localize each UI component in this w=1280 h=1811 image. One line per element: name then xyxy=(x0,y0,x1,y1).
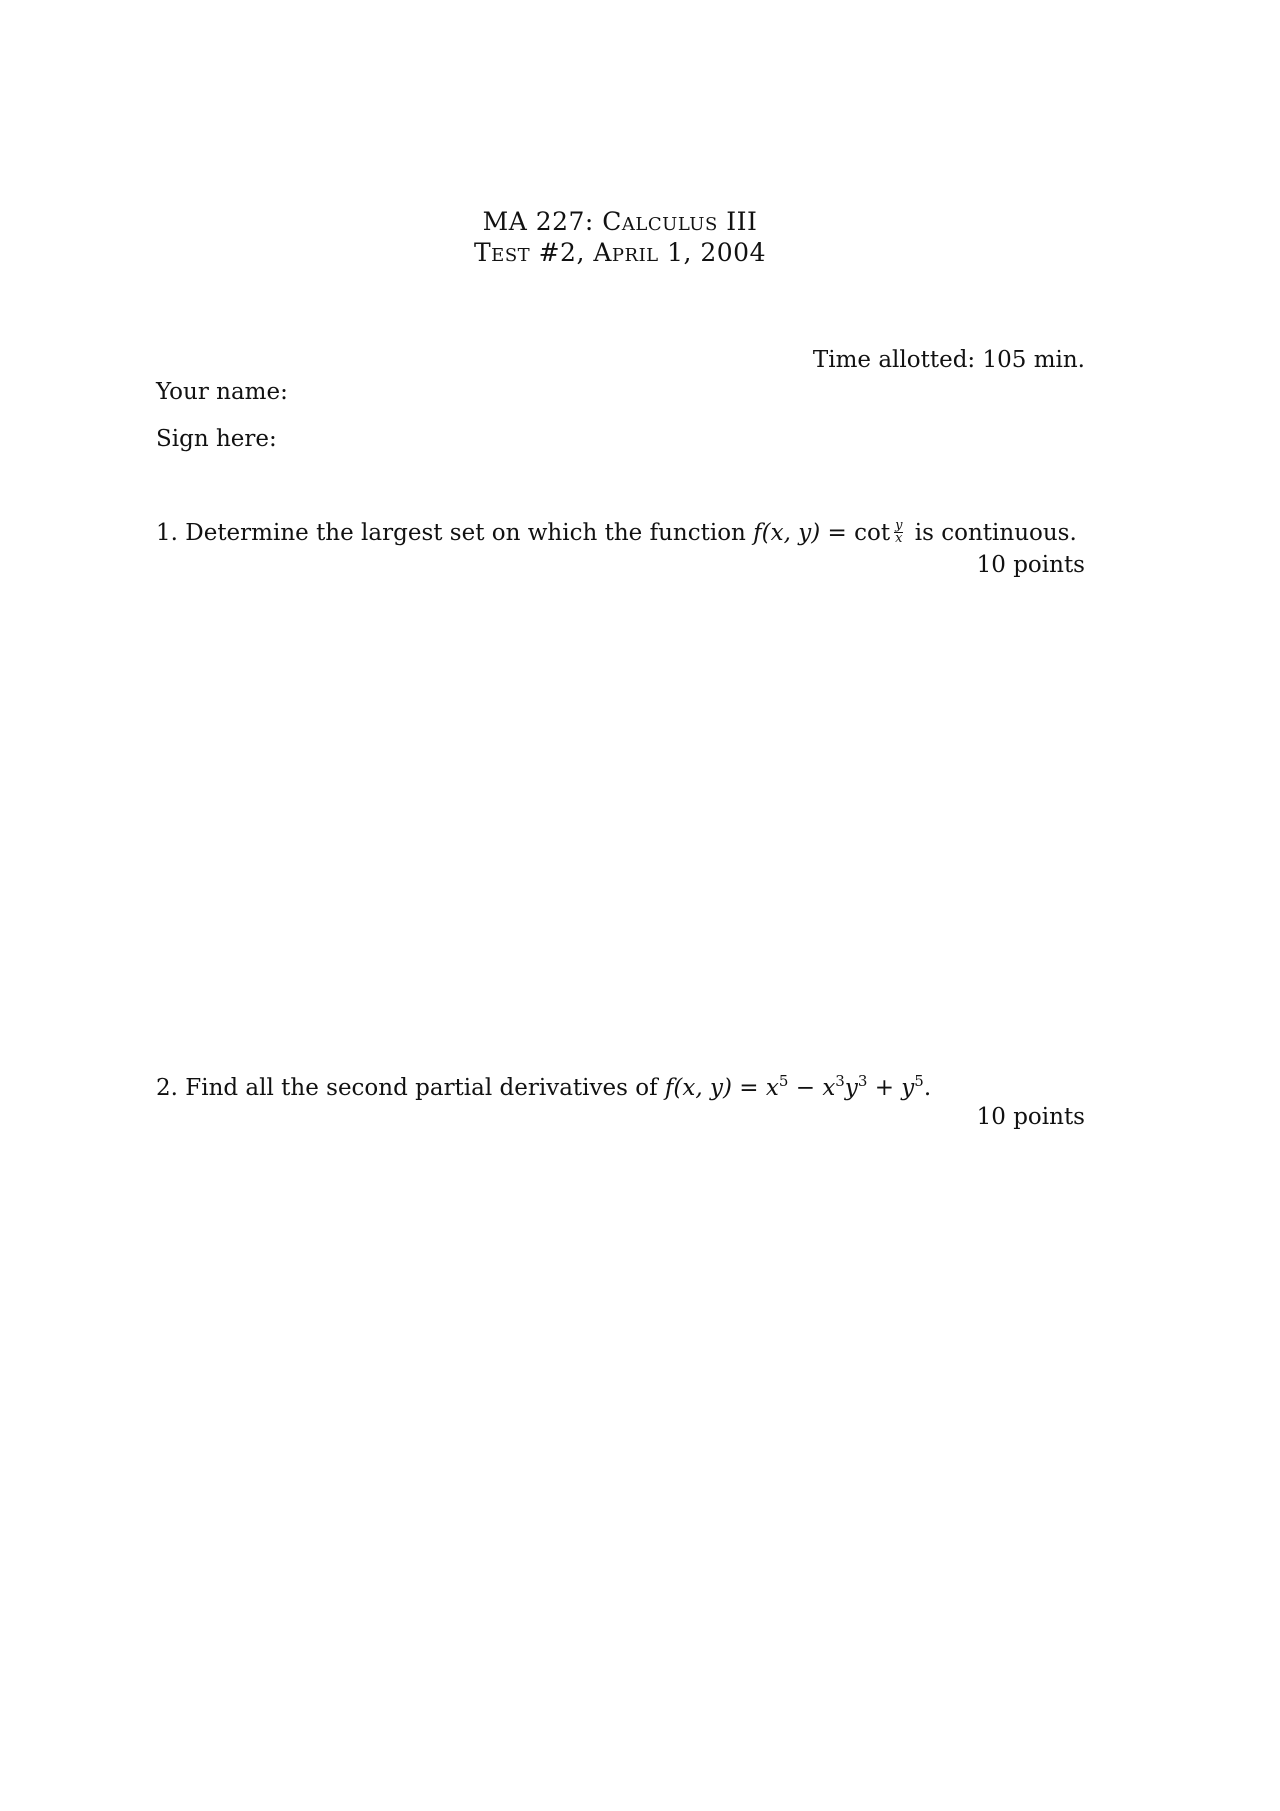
time-allotted: Time allotted: 105 min. xyxy=(812,347,1085,373)
problem-2-exp1: 5 xyxy=(778,1072,789,1090)
problem-2-formula-lhs: f(x, y) xyxy=(664,1075,732,1101)
problem-2-term2b: y xyxy=(844,1075,858,1101)
problem-1-text-after: is continuous. xyxy=(914,520,1077,546)
problem-1-formula-lhs: f(x, y) xyxy=(753,520,821,546)
problem-2-points: 10 points xyxy=(976,1104,1085,1130)
name-label: Your name: xyxy=(156,379,288,405)
problem-1-fraction xyxy=(894,517,903,546)
problem-1-text-before: Determine the largest set on which the function xyxy=(185,520,746,546)
problem-2-equals: = xyxy=(739,1075,759,1101)
problem-2 xyxy=(156,1074,931,1102)
header-title-line1: MA 227: Calculus III xyxy=(482,207,758,236)
fraction-denominator: x xyxy=(895,530,903,546)
problem-2-exp2a: 3 xyxy=(835,1072,845,1090)
problem-2-plus: + xyxy=(874,1075,894,1101)
problem-2-term1: x xyxy=(765,1075,779,1101)
problem-1-func: cot xyxy=(854,520,891,546)
problem-1-number: 1. xyxy=(156,520,178,546)
problem-2-term3: y xyxy=(901,1075,915,1101)
sign-label: Sign here: xyxy=(156,426,277,452)
problem-2-term2a: x xyxy=(822,1075,836,1101)
problem-1-points: 10 points xyxy=(976,552,1085,578)
problem-1-equals: = xyxy=(827,520,847,546)
problem-2-number: 2. xyxy=(156,1075,178,1101)
problem-2-exp2b: 3 xyxy=(857,1072,868,1090)
header-title-line2: Test #2, April 1, 2004 xyxy=(474,238,766,267)
problem-2-period: . xyxy=(923,1075,932,1101)
problem-1 xyxy=(156,519,1077,547)
problem-2-minus: − xyxy=(795,1075,815,1101)
fraction-numerator: y xyxy=(895,517,903,533)
problem-2-exp3: 5 xyxy=(914,1072,924,1090)
problem-2-text-before: Find all the second partial derivatives of xyxy=(185,1075,658,1101)
